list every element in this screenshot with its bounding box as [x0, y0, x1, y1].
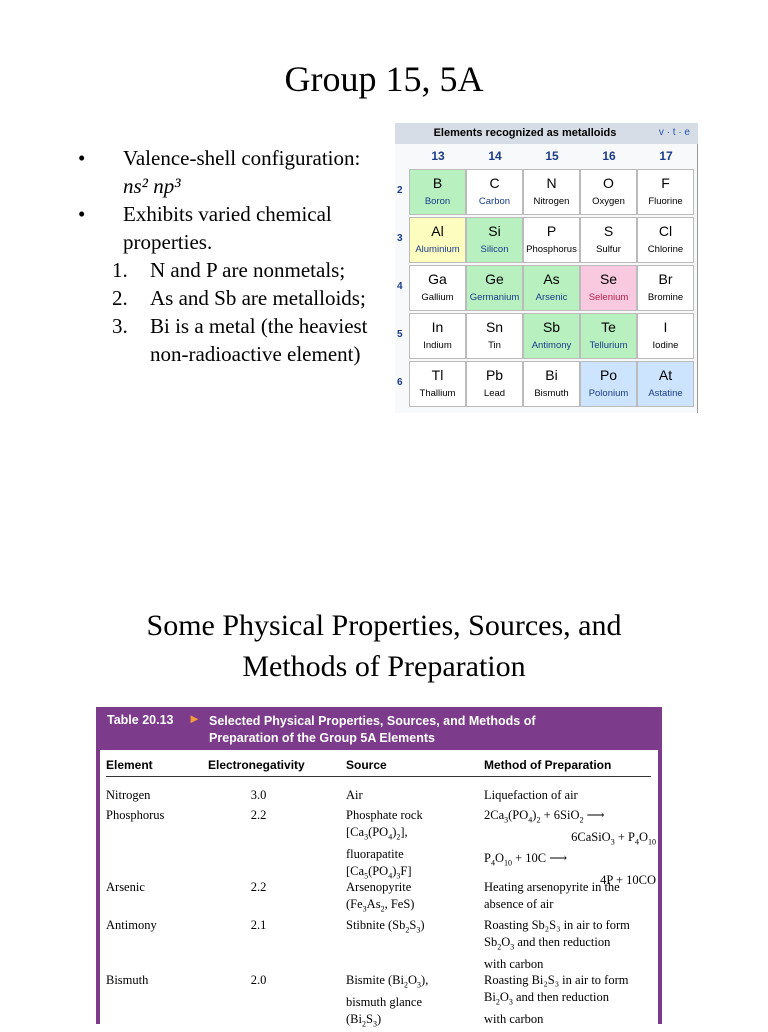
cell-method-antimony: Roasting Sb₂S₃ in air to form $Sb_2O_3$ and then reduction with carbon — [484, 918, 630, 971]
period-label-3: 3 — [397, 233, 403, 244]
cell-source-arsenic: Arsenopyrite ($Fe_3As_2$, FeS) — [346, 880, 415, 914]
element-name: Oxygen — [592, 196, 625, 207]
element-symbol: F — [661, 175, 670, 191]
element-cell-tellurium[interactable] — [580, 313, 637, 359]
element-symbol: P — [546, 223, 557, 239]
cell-en-phosphorus: 2.2 — [250, 808, 267, 822]
element-cell-aluminium[interactable] — [409, 217, 466, 263]
cell-source-nitrogen: Air — [346, 788, 363, 802]
element-name: Aluminium — [415, 244, 460, 255]
period-label-5: 5 — [397, 329, 403, 340]
cell-method-arsenic: Heating arsenopyrite in the absence of air — [484, 880, 620, 911]
element-symbol: N — [546, 175, 557, 191]
element-symbol: Al — [431, 223, 444, 239]
element-cell-astatine[interactable] — [637, 361, 694, 407]
element-symbol: I — [663, 319, 668, 335]
cell-en-bismuth: 2.0 — [250, 973, 267, 987]
element-name: Iodine — [652, 340, 679, 351]
cell-method-nitrogen: Liquefaction of air — [484, 788, 578, 802]
element-symbol: Ga — [428, 271, 447, 287]
element-name: Selenium — [588, 292, 629, 303]
element-symbol: In — [431, 319, 444, 335]
element-symbol: Sn — [485, 319, 504, 335]
group5a-properties-table — [96, 707, 662, 1028]
config-text: ns² np³ — [123, 174, 181, 198]
slide-title-line1: Some Physical Properties, Sources, and — [146, 609, 622, 642]
element-name: Chlorine — [647, 244, 684, 255]
element-symbol: Tl — [431, 367, 444, 383]
element-name: Boron — [424, 196, 451, 207]
element-cell-selenium[interactable] — [580, 265, 637, 311]
period-label-6: 6 — [397, 377, 403, 388]
triangle-icon: ► — [188, 711, 201, 726]
numbered-item-2: 2. As and Sb are metalloids; — [112, 286, 366, 310]
element-symbol: Cl — [658, 223, 673, 239]
group-label-16: 16 — [602, 149, 616, 163]
cell-method-bismuth: Roasting Bi₂S₃ in air to form $Bi_2O_3$ and then reduction with carbon — [484, 973, 629, 1026]
slide-title-line2: Methods of Preparation — [242, 650, 526, 683]
element-name: Indium — [423, 340, 452, 351]
cell-en-nitrogen: 3.0 — [250, 788, 267, 802]
bullet-valence-text: Valence-shell configuration: — [123, 146, 361, 170]
element-symbol: Sb — [542, 319, 561, 335]
element-symbol: Si — [488, 223, 501, 239]
element-symbol: Se — [599, 271, 618, 287]
group-label-13: 13 — [431, 149, 445, 163]
periodic-table-grid — [395, 144, 698, 413]
element-name: Lead — [483, 388, 506, 399]
element-cell-polonium[interactable] — [580, 361, 637, 407]
cell-source-antimony: Stibnite $(Sb_2S_3)$ — [346, 918, 425, 935]
element-name: Thallium — [419, 388, 456, 399]
col-header-method: Method of Preparation — [484, 758, 612, 772]
group-label-14: 14 — [488, 149, 502, 163]
element-cell-chlorine[interactable] — [637, 217, 694, 263]
element-cell-oxygen[interactable] — [580, 169, 637, 215]
element-name: Nitrogen — [533, 196, 570, 207]
element-name: Fluorine — [648, 196, 683, 207]
cell-source-phosphorus: Phosphate rock $[Ca_3(PO_4)_2]$, fluorapatite $[Ca_5(PO_4)_3F]$ — [346, 808, 423, 880]
element-cell-phosphorus[interactable] — [523, 217, 580, 263]
element-cell-arsenic[interactable] — [523, 265, 580, 311]
cell-en-antimony: 2.1 — [250, 918, 267, 932]
cell-en-arsenic: 2.2 — [250, 880, 267, 894]
bullet-valence: • Valence-shell configuration: — [78, 146, 361, 170]
table-header-banner — [96, 707, 662, 750]
bullet-properties-text: Exhibits varied chemical — [123, 202, 332, 226]
numbered-item-3-cont: non-radioactive element) — [150, 342, 361, 366]
element-name: Gallium — [421, 292, 454, 303]
element-cell-carbon[interactable] — [466, 169, 523, 215]
cell-element-antimony: Antimony — [106, 918, 157, 932]
col-header-element: Element — [106, 758, 153, 772]
element-symbol: O — [603, 175, 614, 191]
element-symbol: Po — [599, 367, 618, 383]
element-symbol: Te — [601, 319, 616, 335]
element-name: Germanium — [469, 292, 520, 303]
element-symbol: C — [489, 175, 500, 191]
numbered-item-1: 1. N and P are nonmetals; — [112, 258, 346, 282]
element-symbol: At — [658, 367, 673, 383]
cell-element-arsenic: Arsenic — [106, 880, 145, 894]
period-label-4: 4 — [397, 281, 403, 292]
element-symbol: Bi — [545, 367, 558, 383]
element-name: Polonium — [588, 388, 629, 399]
bullet-list — [78, 144, 388, 368]
element-cell-fluorine[interactable] — [637, 169, 694, 215]
element-cell-nitrogen[interactable] — [523, 169, 580, 215]
col-header-source: Source — [346, 758, 387, 772]
element-symbol: Ge — [485, 271, 504, 287]
numbered-item-3: 3. Bi is a metal (the heaviest — [112, 314, 368, 338]
periodic-table-title: Elements recognized as metalloids — [433, 127, 617, 139]
cell-element-bismuth: Bismuth — [106, 973, 149, 987]
element-name: Bismuth — [534, 388, 569, 399]
element-name: Arsenic — [535, 292, 568, 303]
element-cell-boron[interactable] — [409, 169, 466, 215]
element-name: Antimony — [531, 340, 572, 351]
bullet-properties: • Exhibits varied chemical — [78, 202, 332, 226]
col-header-electronegativity: Electronegativity — [208, 758, 305, 772]
period-label-2: 2 — [397, 185, 403, 196]
element-cell-indium[interactable] — [409, 313, 466, 359]
table-title: Selected Physical Properties, Sources, and Methods of Preparation of the Group 5A Elements — [209, 714, 536, 745]
metalloids-periodic-table — [395, 123, 698, 413]
slide-title-properties — [0, 605, 768, 687]
element-name: Silicon — [480, 244, 509, 255]
element-cell-antimony[interactable] — [523, 313, 580, 359]
element-cell-gallium[interactable] — [409, 265, 466, 311]
cell-element-phosphorus: Phosphorus — [106, 808, 165, 822]
element-name: Tin — [488, 340, 501, 351]
vte-links[interactable]: v · t · e — [658, 127, 690, 138]
cell-method-phosphorus: $2Ca_3(PO_4)_2 + 6SiO_2$ ⟶ 6CaSiO$_3$ + $P_4O_{10}$ $P_4O_{10} + 10C$ ⟶ 4P + 10CO — [484, 808, 656, 887]
element-name: Bromine — [647, 292, 684, 303]
element-symbol: Pb — [485, 367, 504, 383]
periodic-table-header — [395, 123, 698, 144]
element-cell-tin[interactable] — [466, 313, 523, 359]
properties-continued: properties. — [123, 230, 213, 254]
element-name: Sulfur — [596, 244, 621, 255]
element-symbol: Br — [658, 271, 673, 287]
cell-source-bismuth: Bismite $(Bi_2O_3)$, bismuth glance $(Bi_2S_3)$ — [346, 973, 429, 1028]
element-cell-thallium[interactable] — [409, 361, 466, 407]
element-cell-silicon[interactable] — [466, 217, 523, 263]
element-symbol: As — [543, 271, 560, 287]
table-edge — [697, 144, 698, 413]
table-number: Table 20.13 — [107, 713, 174, 727]
element-name: Tellurium — [589, 340, 628, 351]
element-symbol: B — [432, 175, 443, 191]
element-name: Carbon — [478, 196, 511, 207]
cell-element-nitrogen: Nitrogen — [106, 788, 151, 802]
group-label-15: 15 — [545, 149, 559, 163]
element-cell-lead[interactable] — [466, 361, 523, 407]
element-name: Phosphorus — [526, 244, 577, 255]
header-rule — [106, 776, 651, 777]
element-symbol: S — [603, 223, 614, 239]
element-cell-sulfur[interactable] — [580, 217, 637, 263]
slide-title-group15: Group 15, 5A — [284, 59, 484, 99]
element-name: Astatine — [648, 388, 683, 399]
element-cell-bismuth[interactable] — [523, 361, 580, 407]
group-label-17: 17 — [659, 149, 673, 163]
element-cell-iodine[interactable] — [637, 313, 694, 359]
element-cell-bromine[interactable] — [637, 265, 694, 311]
element-cell-germanium[interactable] — [466, 265, 523, 311]
